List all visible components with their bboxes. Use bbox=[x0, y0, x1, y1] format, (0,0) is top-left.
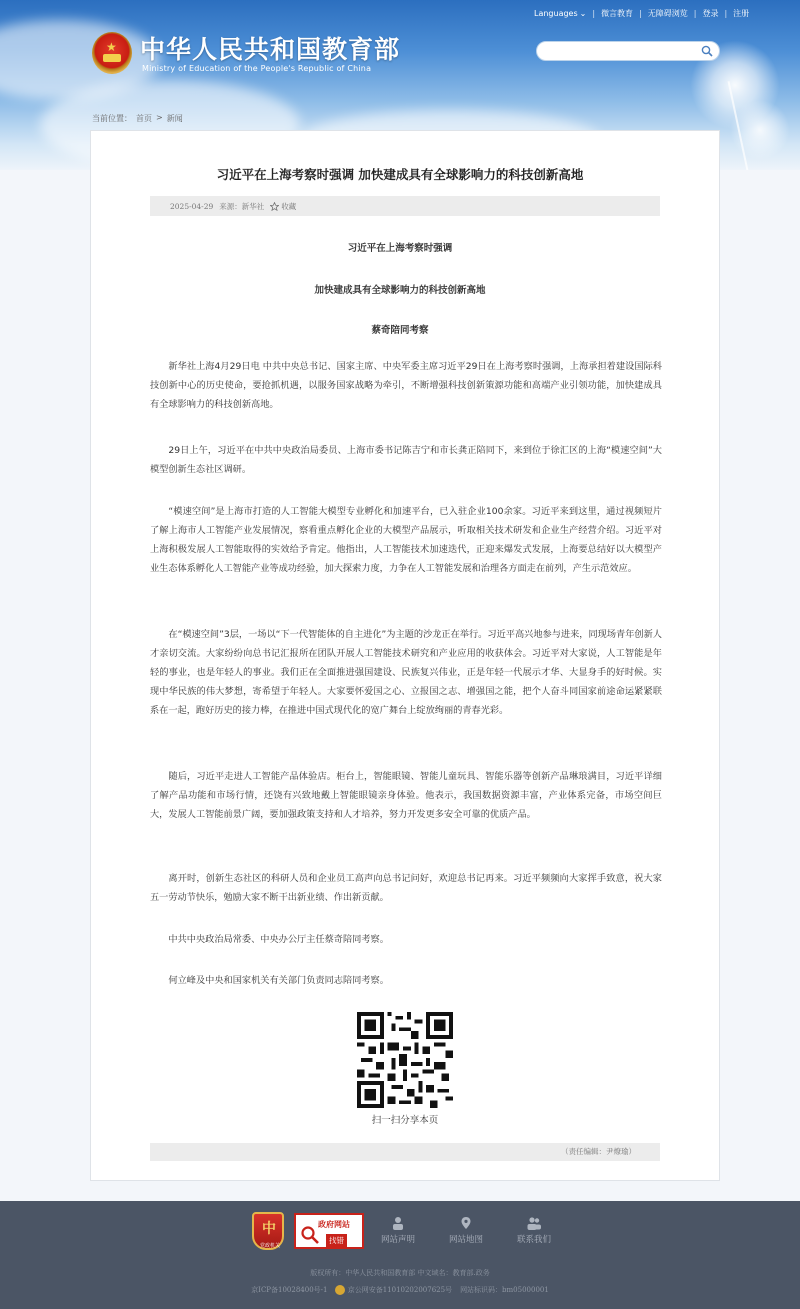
article-paragraph: 随后，习近平走进人工智能产品体验店。柜台上，智能眼镜、智能儿童玩具、智能乐器等创新产品琳琅满目，习近平详细了解产品功能和市场行情，还饶有兴致地戴上智能眼镜亲身体验。他表示，我国数据资源丰富，产业体系完备，市场空间巨大，发展人工智能前景广阔，要加强政策支持和人才培养，努力开发更多安全可靠的优质产品。 bbox=[150, 771, 662, 820]
weibo-link[interactable]: 微言教育 bbox=[601, 9, 634, 18]
party-emblem-icon: 中 bbox=[262, 1221, 276, 1237]
icp-number-link[interactable]: 京ICP备10028400号-1 bbox=[251, 1286, 328, 1294]
star-outline-icon bbox=[270, 202, 279, 211]
gov-site-error-report-badge[interactable] bbox=[294, 1213, 364, 1249]
breadcrumb bbox=[92, 113, 183, 124]
breadcrumb-label: 当前位置： bbox=[92, 114, 132, 123]
contact-us-link[interactable] bbox=[504, 1216, 564, 1245]
party-government-badge[interactable] bbox=[252, 1212, 284, 1250]
favorite-label: 收藏 bbox=[281, 201, 297, 211]
site-map-link[interactable] bbox=[436, 1216, 496, 1245]
article-subtitle: 习近平在上海考察时强调 bbox=[347, 243, 453, 254]
article-paragraph: 新华社上海4月29日电 中共中央总书记、国家主席、中央军委主席习近平29日在上海考察时强调，上海承担着建设国际科技创新中心的历史使命，要抢抓机遇，以服务国家战略为牵引，不断增强科技创新策源功能和高端产业引领功能，加快建成具有全球影响力的科技创新高地。 bbox=[150, 361, 662, 410]
star-icon: ★ bbox=[106, 40, 117, 54]
responsible-editor: （责任编辑：尹燎瑜） bbox=[150, 1143, 660, 1161]
qr-caption: 扫一扫分享本页 bbox=[371, 1115, 439, 1126]
article-paragraph: 29日上午，习近平在中共中央政治局委员、上海市委书记陈吉宁和市长龚正陪同下，来到位于徐汇区的上海“模速空间”大模型创新生态社区调研。 bbox=[150, 445, 662, 475]
site-code: 网站标识码：bm05000001 bbox=[460, 1286, 549, 1294]
link-separator: | bbox=[592, 9, 596, 18]
article-paragraph: “模速空间”是上海市打造的人工智能大模型专业孵化和加速平台，已入驻企业100余家。习近平来到这里，通过视频短片了解上海市人工智能产业发展情况，察看重点孵化企业的大模型产品展示，听取相关技术研发和企业生产经营介绍。习近平对上海积极发展人工智能取得的实效给予肯定。他指出，人工智能技术加速迭代，正迎来爆发式发展，上海要总结好以大模型产业生态体系孵化人工智能产业等成功经验，加大探索力度，力争在人工智能发展和治理各方面走在前列，产生示范效应。 bbox=[150, 506, 662, 574]
link-separator: | bbox=[724, 9, 728, 18]
police-badge-icon bbox=[335, 1285, 345, 1295]
magnifier-icon bbox=[300, 1225, 320, 1245]
article-subtitle: 加快建成具有全球影响力的科技创新高地 bbox=[314, 285, 486, 296]
dandelion-image bbox=[730, 100, 790, 160]
search-input[interactable] bbox=[536, 41, 720, 61]
login-link[interactable]: 登录 bbox=[702, 9, 719, 18]
site-logo-subtitle: Ministry of Education of the People's Republic of China bbox=[142, 64, 372, 73]
article-meta-bar bbox=[150, 196, 660, 216]
article-date: 2025-04-29 bbox=[170, 201, 214, 211]
link-separator: | bbox=[693, 9, 697, 18]
article-paragraph: 何立峰及中央和国家机关有关部门负责同志陪同考察。 bbox=[168, 975, 389, 986]
article-subtitle: 蔡奇陪同考察 bbox=[371, 325, 429, 336]
police-record-label: 京公网安备11010202007625号 bbox=[347, 1286, 453, 1294]
link-separator: | bbox=[639, 9, 642, 18]
accessible-browse-link[interactable]: 无障碍浏览 bbox=[647, 9, 688, 18]
search-icon[interactable] bbox=[701, 45, 713, 57]
gate-icon bbox=[103, 54, 121, 62]
languages-dropdown[interactable] bbox=[534, 9, 586, 18]
breadcrumb-home[interactable]: 首页 bbox=[136, 114, 152, 123]
badge-label: 政府网站 bbox=[318, 1220, 350, 1229]
footer-link-label: 联系我们 bbox=[516, 1235, 551, 1245]
badge-label: 党政机关 bbox=[259, 1243, 280, 1249]
police-record-link[interactable] bbox=[335, 1285, 452, 1295]
national-emblem-logo[interactable] bbox=[92, 32, 132, 74]
article-paragraph: 离开时，创新生态社区的科研人员和企业员工高声向总书记问好，欢迎总书记再来。习近平频频向大家挥手致意，祝大家五一劳动节快乐，勉励大家不断干出新业绩、作出新贡献。 bbox=[150, 873, 662, 903]
footer-link-label: 网站地图 bbox=[448, 1235, 483, 1245]
footer-copyright: 版权所有：中华人民共和国教育部 中文域名：教育部.政务 bbox=[310, 1269, 490, 1277]
article-title: 习近平在上海考察时强调 加快建成具有全球影响力的科技创新高地 bbox=[216, 167, 584, 182]
site-statement-link[interactable] bbox=[368, 1216, 428, 1245]
article-paragraph: 在“模速空间”3层，一场以“下一代智能体的自主进化”为主题的沙龙正在举行。习近平高兴地参与进来，同现场青年创新人才亲切交流。大家纷纷向总书记汇报所在团队开展人工智能技术研究和产业应用的收获体会。习近平对大家说，人工智能是年轻的事业，也是年轻人的事业。我们正在全面推进强国建设、民族复兴伟业，正是年轻一代展示才华、大显身手的好时候。实现中华民族的伟大梦想，寄希望于年轻人。大家要怀爱国之心、立报国之志、增强国之能，把个人奋斗同国家前途命运紧紧联系在一起，跑好历史的接力棒，在推进中国式现代化的宽广舞台上绽放绚丽的青春光彩。 bbox=[150, 629, 662, 716]
footer-registration bbox=[0, 1285, 800, 1295]
article-paragraph: 中共中央政治局常委、中央办公厅主任蔡奇陪同考察。 bbox=[168, 934, 389, 945]
site-logo-title[interactable]: 中华人民共和国教育部 bbox=[140, 35, 401, 64]
badge-label: 找错 bbox=[326, 1234, 347, 1247]
register-link[interactable]: 注册 bbox=[733, 9, 750, 18]
article-source: 来源：新华社 bbox=[219, 201, 265, 211]
qr-code-image bbox=[357, 1012, 453, 1108]
footer-link-label: 网站声明 bbox=[380, 1235, 415, 1245]
favorite-button[interactable] bbox=[270, 201, 296, 212]
top-links bbox=[534, 8, 749, 19]
languages-label: Languages bbox=[534, 9, 578, 18]
chevron-down-icon: ⌄ bbox=[579, 9, 587, 18]
person-icon bbox=[391, 1216, 405, 1230]
contacts-icon bbox=[526, 1216, 542, 1230]
breadcrumb-current[interactable]: 新闻 bbox=[166, 114, 183, 123]
location-pin-icon bbox=[459, 1216, 473, 1230]
breadcrumb-separator: > bbox=[156, 113, 163, 122]
